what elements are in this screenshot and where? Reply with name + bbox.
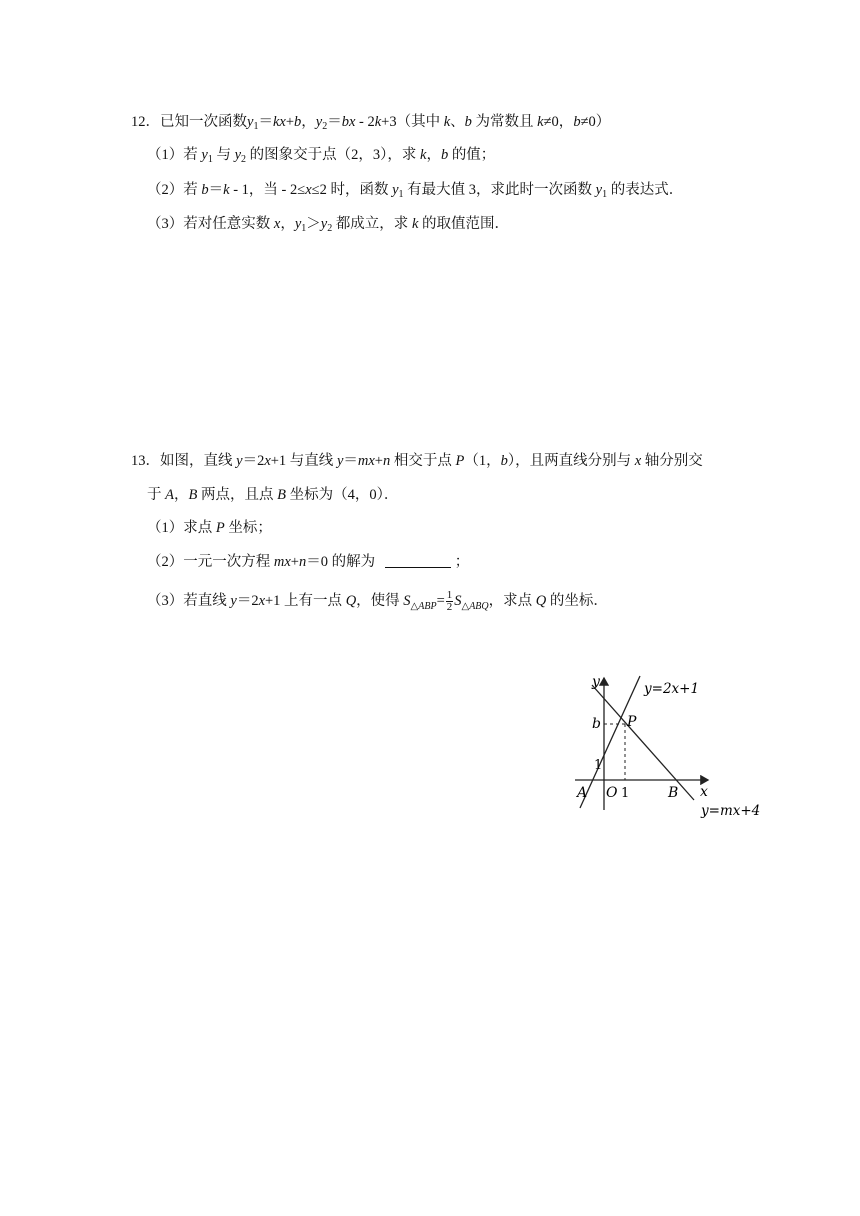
label-x: x [700, 784, 708, 800]
q13-number: 13． [131, 453, 160, 469]
q12-part1: （1）若 $y_1$ 与 $y_2$ 的图象交于点（2，3），求 k，b 的值； [147, 147, 496, 165]
area-s-abq: $S_{\triangle ABQ}$ [454, 593, 489, 612]
q12-part3: （3）若对任意实数 x，$y_1>y_2$ 都成立，求 k 的取值范围． [147, 216, 509, 234]
q12-number: 12． [131, 114, 160, 130]
q12-part2: （2）若 b＝k - 1，当 - 2≤x≤2 时，函数 $y_1$ 有最大值 3，求此时一次函数 $y_1$ 的表达式． [147, 182, 684, 200]
label-line2: y=mx+4 [701, 803, 761, 819]
fraction-one-half: $\frac{1}{2}$ [446, 589, 453, 614]
label-b: b [592, 716, 601, 732]
answer-blank[interactable] [385, 553, 451, 568]
q13-stem-line2: 于 A，B 两点，且点 B 坐标为（4，0）． [147, 487, 399, 503]
line-y-mx-plus-4 [592, 685, 694, 800]
q13-part2: （2）一元一次方程 mx+n＝0 的解为 ； [147, 554, 470, 570]
label-O: O [606, 785, 618, 801]
area-s-abp: $S_{\triangle ABP}$ [403, 593, 437, 612]
q13-part1: （1）求点 P 坐标； [147, 520, 272, 536]
label-P: P [627, 714, 637, 730]
label-y: y [592, 674, 600, 690]
coordinate-figure [570, 670, 775, 822]
label-1-x: 1 [621, 786, 630, 801]
q12-stem: 12．已知一次函数$y_1=kx+b$，$y_2=bx - 2k+3$（其中 k、b 为常数且 k≠0，b≠0） [131, 114, 611, 132]
label-line1: y=2x+1 [644, 681, 700, 697]
q13-stem: 13．如图，直线 y＝2x+1 与直线 y＝mx+n 相交于点 P（1，b），且两直线分别与 x 轴分别交 [131, 453, 703, 469]
label-1-y: 1 [594, 758, 603, 773]
label-B: B [668, 785, 679, 801]
q13-part3: （3）若直线 y＝2x+1 上有一点 Q，使得 $S_{\triangle ABP}=$ $\frac{1}{2}$ $S_{\triangle ABQ}$，求点 Q 的坐标． [147, 589, 608, 614]
q12-text: 已知一次函数 [160, 114, 247, 130]
label-A: A [577, 785, 588, 801]
